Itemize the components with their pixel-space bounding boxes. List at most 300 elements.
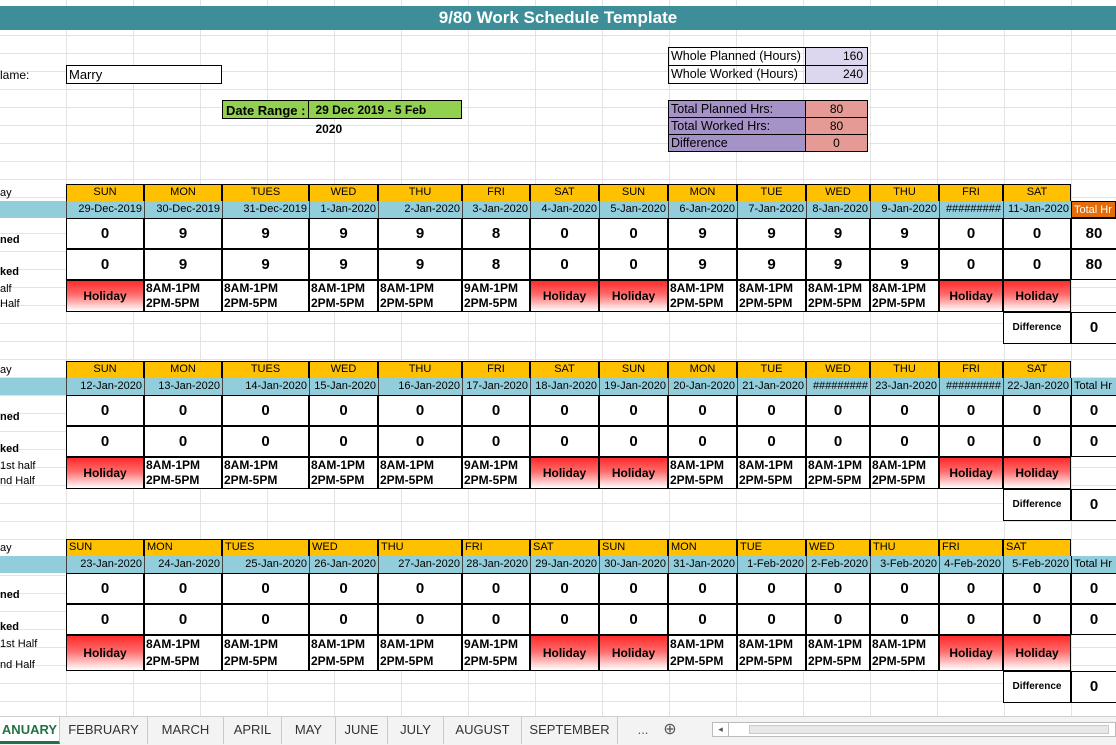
first-half-shift: 8AM-1PM bbox=[224, 637, 279, 651]
whole-worked-value[interactable]: 240 bbox=[806, 65, 868, 84]
day-header-fri: FRI bbox=[462, 539, 530, 556]
planned-hours-cell[interactable]: 0 bbox=[870, 395, 939, 426]
date-cell[interactable]: 6-Jan-2020 bbox=[668, 201, 737, 218]
sheet-tab-february[interactable]: FEBRUARY bbox=[60, 717, 148, 744]
first-half-label: alf bbox=[0, 283, 12, 295]
date-cell[interactable]: 1-Feb-2020 bbox=[737, 556, 806, 573]
planned-hours-cell[interactable]: 0 bbox=[462, 395, 530, 426]
shift-cell[interactable] bbox=[378, 635, 462, 671]
worked-hours-cell[interactable]: 0 bbox=[309, 604, 378, 635]
sheet-tab-march[interactable]: MARCH bbox=[148, 717, 224, 744]
sheet-tab-august[interactable]: AUGUST bbox=[444, 717, 522, 744]
shift-cell[interactable] bbox=[378, 280, 462, 312]
worked-hours-cell[interactable]: 0 bbox=[530, 426, 599, 457]
worked-hours-cell[interactable]: 9 bbox=[668, 249, 737, 280]
first-half-shift: 8AM-1PM bbox=[808, 637, 863, 651]
planned-hours-cell[interactable]: 0 bbox=[222, 395, 309, 426]
planned-hours-cell[interactable]: 0 bbox=[530, 573, 599, 604]
date-cell[interactable]: 29-Dec-2019 bbox=[66, 201, 144, 218]
first-half-shift: 8AM-1PM bbox=[380, 458, 435, 472]
day-header-tue: TUE bbox=[737, 539, 806, 556]
holiday-cell[interactable]: Holiday bbox=[939, 280, 1003, 312]
worked-hours-cell[interactable]: 0 bbox=[530, 604, 599, 635]
worked-hours-cell[interactable]: 0 bbox=[806, 604, 870, 635]
first-half-shift: 8AM-1PM bbox=[872, 458, 927, 472]
day-header-thu: THU bbox=[378, 539, 462, 556]
planned-hours-cell[interactable]: 9 bbox=[668, 218, 737, 249]
day-header-mon: MON bbox=[144, 539, 222, 556]
date-row-strip bbox=[0, 201, 66, 218]
name-field[interactable]: Marry bbox=[66, 65, 222, 84]
worked-hours-cell[interactable]: 0 bbox=[222, 604, 309, 635]
worked-row-label: ked bbox=[0, 621, 19, 633]
first-half-shift: 8AM-1PM bbox=[872, 281, 927, 295]
planned-hours-cell[interactable]: 8 bbox=[462, 218, 530, 249]
first-half-shift: 8AM-1PM bbox=[146, 637, 201, 651]
date-cell[interactable]: 1-Jan-2020 bbox=[309, 201, 378, 218]
date-cell[interactable]: 2-Feb-2020 bbox=[806, 556, 870, 573]
total-worked-cell[interactable]: 0 bbox=[1071, 604, 1116, 635]
sheet-tab-june[interactable]: JUNE bbox=[336, 717, 388, 744]
sheet-tab-september[interactable]: SEPTEMBER bbox=[522, 717, 618, 744]
date-cell[interactable]: 13-Jan-2020 bbox=[144, 378, 222, 395]
second-half-shift: 2PM-5PM bbox=[380, 654, 434, 668]
total-worked-cell[interactable]: 80 bbox=[1071, 249, 1116, 280]
second-half-shift: 2PM-5PM bbox=[146, 654, 200, 668]
day-header-mon: MON bbox=[668, 184, 737, 201]
planned-hours-cell[interactable]: 0 bbox=[309, 395, 378, 426]
planned-hours-cell[interactable]: 0 bbox=[870, 573, 939, 604]
planned-hours-cell[interactable]: 0 bbox=[1003, 395, 1071, 426]
worked-hours-cell[interactable]: 0 bbox=[668, 426, 737, 457]
second-half-shift: 2PM-5PM bbox=[380, 296, 434, 310]
second-half-shift: 2PM-5PM bbox=[808, 296, 862, 310]
date-cell[interactable]: 5-Feb-2020 bbox=[1003, 556, 1071, 573]
worked-hours-cell[interactable]: 0 bbox=[939, 249, 1003, 280]
day-header-sat: SAT bbox=[530, 184, 599, 201]
planned-hours-cell[interactable]: 0 bbox=[737, 395, 806, 426]
difference-value[interactable]: 0 bbox=[806, 134, 868, 152]
planned-hours-cell[interactable]: 0 bbox=[378, 395, 462, 426]
holiday-cell[interactable]: Holiday bbox=[66, 280, 144, 312]
whole-planned-label: Whole Planned (Hours) bbox=[668, 47, 806, 66]
add-sheet-icon[interactable]: ⊕ bbox=[663, 721, 677, 738]
date-cell[interactable]: 30-Dec-2019 bbox=[144, 201, 222, 218]
day-row-label: ay bbox=[0, 542, 12, 554]
worked-hours-cell[interactable]: 0 bbox=[530, 249, 599, 280]
worked-hours-cell[interactable]: 0 bbox=[462, 604, 530, 635]
worked-hours-cell[interactable]: 0 bbox=[870, 604, 939, 635]
date-cell[interactable]: 20-Jan-2020 bbox=[668, 378, 737, 395]
date-cell[interactable]: 3-Jan-2020 bbox=[462, 201, 530, 218]
planned-hours-cell[interactable]: 0 bbox=[939, 218, 1003, 249]
date-cell[interactable]: 30-Jan-2020 bbox=[599, 556, 668, 573]
second-half-shift: 2PM-5PM bbox=[872, 473, 926, 487]
shift-cell[interactable] bbox=[222, 635, 309, 671]
planned-hours-cell[interactable]: 0 bbox=[144, 573, 222, 604]
date-cell[interactable]: 2-Jan-2020 bbox=[378, 201, 462, 218]
worked-hours-cell[interactable]: 0 bbox=[737, 604, 806, 635]
scroll-left-icon[interactable]: ◂ bbox=[713, 723, 729, 736]
totals-summary bbox=[668, 100, 868, 152]
planned-hours-cell[interactable]: 9 bbox=[737, 218, 806, 249]
worked-hours-cell[interactable]: 0 bbox=[939, 426, 1003, 457]
date-cell[interactable]: 28-Jan-2020 bbox=[462, 556, 530, 573]
scroll-thumb[interactable] bbox=[749, 725, 1109, 734]
worked-hours-cell[interactable]: 0 bbox=[870, 426, 939, 457]
worked-hours-cell[interactable]: 9 bbox=[806, 249, 870, 280]
whole-planned-value[interactable]: 160 bbox=[806, 47, 868, 66]
shift-cell[interactable] bbox=[462, 635, 530, 671]
worked-hours-cell[interactable]: 0 bbox=[378, 604, 462, 635]
day-header-tues: TUES bbox=[222, 539, 309, 556]
worked-hours-cell[interactable]: 0 bbox=[462, 426, 530, 457]
shift-cell[interactable] bbox=[222, 457, 309, 489]
second-half-shift: 2PM-5PM bbox=[670, 296, 724, 310]
first-half-shift: 9AM-1PM bbox=[464, 458, 519, 472]
date-cell[interactable]: 23-Jan-2020 bbox=[870, 378, 939, 395]
day-header-thu: THU bbox=[870, 184, 939, 201]
sheet-tab-april[interactable]: APRIL bbox=[224, 717, 282, 744]
date-cell[interactable]: 18-Jan-2020 bbox=[530, 378, 599, 395]
date-cell[interactable]: ######### bbox=[806, 378, 870, 395]
shift-cell[interactable] bbox=[806, 635, 870, 671]
day-header-wed: WED bbox=[806, 539, 870, 556]
day-header-tue: TUE bbox=[737, 184, 806, 201]
second-half-shift: 2PM-5PM bbox=[739, 473, 793, 487]
shift-cell[interactable] bbox=[378, 457, 462, 489]
holiday-cell[interactable]: Holiday bbox=[1003, 635, 1071, 671]
date-cell[interactable]: 16-Jan-2020 bbox=[378, 378, 462, 395]
first-half-shift: 8AM-1PM bbox=[380, 281, 435, 295]
worked-hours-cell[interactable]: 9 bbox=[378, 249, 462, 280]
sheet-tab-may[interactable]: MAY bbox=[282, 717, 336, 744]
day-header-tues: TUES bbox=[222, 184, 309, 201]
date-cell[interactable]: 23-Jan-2020 bbox=[66, 556, 144, 573]
first-half-shift: 8AM-1PM bbox=[224, 458, 279, 472]
worked-hours-cell[interactable]: 0 bbox=[599, 604, 668, 635]
worked-hours-cell[interactable]: 9 bbox=[222, 249, 309, 280]
total-hours-header: Total Hr bbox=[1071, 378, 1116, 395]
planned-hours-cell[interactable]: 0 bbox=[66, 573, 144, 604]
planned-hours-cell[interactable]: 0 bbox=[462, 573, 530, 604]
holiday-cell[interactable]: Holiday bbox=[530, 457, 599, 489]
date-cell[interactable]: 15-Jan-2020 bbox=[309, 378, 378, 395]
holiday-cell[interactable]: Holiday bbox=[599, 457, 668, 489]
holiday-cell[interactable]: Holiday bbox=[66, 635, 144, 671]
date-cell[interactable]: 19-Jan-2020 bbox=[599, 378, 668, 395]
total-planned-value[interactable]: 80 bbox=[806, 100, 868, 118]
planned-hours-cell[interactable]: 0 bbox=[599, 218, 668, 249]
day-header-mon: MON bbox=[144, 184, 222, 201]
sheet-tab-anuary[interactable]: ANUARY bbox=[0, 717, 60, 744]
date-cell[interactable]: 31-Dec-2019 bbox=[222, 201, 309, 218]
holiday-cell[interactable]: Holiday bbox=[530, 635, 599, 671]
second-half-shift: 2PM-5PM bbox=[670, 654, 724, 668]
day-header-wed: WED bbox=[806, 361, 870, 378]
whole-summary bbox=[668, 47, 868, 84]
day-header-wed: WED bbox=[309, 539, 378, 556]
day-header-mon: MON bbox=[668, 361, 737, 378]
first-half-shift: 8AM-1PM bbox=[739, 281, 794, 295]
worked-hours-cell[interactable]: 0 bbox=[66, 604, 144, 635]
worked-row-label: ked bbox=[0, 266, 19, 278]
day-row-label: ay bbox=[0, 187, 12, 199]
worked-hours-cell[interactable]: 0 bbox=[737, 426, 806, 457]
day-header-fri: FRI bbox=[939, 539, 1003, 556]
date-cell[interactable]: 26-Jan-2020 bbox=[309, 556, 378, 573]
date-cell[interactable]: 4-Jan-2020 bbox=[530, 201, 599, 218]
worked-hours-cell[interactable]: 0 bbox=[939, 604, 1003, 635]
day-header-wed: WED bbox=[309, 184, 378, 201]
planned-hours-cell[interactable]: 0 bbox=[806, 573, 870, 604]
total-worked-value[interactable]: 80 bbox=[806, 117, 868, 135]
day-header-thu: THU bbox=[378, 361, 462, 378]
worked-hours-cell[interactable]: 0 bbox=[806, 426, 870, 457]
holiday-cell[interactable]: Holiday bbox=[66, 457, 144, 489]
first-half-label: 1st half bbox=[0, 460, 36, 472]
shift-cell[interactable] bbox=[309, 635, 378, 671]
worked-hours-cell[interactable]: 9 bbox=[144, 249, 222, 280]
shift-cell[interactable] bbox=[222, 280, 309, 312]
day-header-sun: SUN bbox=[599, 539, 668, 556]
worked-hours-cell[interactable]: 9 bbox=[737, 249, 806, 280]
date-cell[interactable]: 24-Jan-2020 bbox=[144, 556, 222, 573]
date-cell[interactable]: 3-Feb-2020 bbox=[870, 556, 939, 573]
holiday-cell[interactable]: Holiday bbox=[939, 635, 1003, 671]
planned-hours-cell[interactable]: 0 bbox=[806, 395, 870, 426]
more-tabs-button[interactable]: ... bbox=[637, 722, 649, 737]
date-range bbox=[222, 100, 462, 136]
shift-cell[interactable] bbox=[668, 280, 737, 312]
planned-hours-cell[interactable]: 9 bbox=[309, 218, 378, 249]
first-half-shift: 8AM-1PM bbox=[224, 281, 279, 295]
worked-hours-cell[interactable]: 0 bbox=[144, 604, 222, 635]
planned-hours-cell[interactable]: 9 bbox=[806, 218, 870, 249]
total-planned-label: Total Planned Hrs: bbox=[668, 100, 806, 118]
date-range-label: Date Range : bbox=[222, 100, 309, 119]
date-row-strip bbox=[0, 378, 66, 395]
shift-cell[interactable] bbox=[870, 457, 939, 489]
shift-cell[interactable] bbox=[668, 457, 737, 489]
horizontal-scrollbar[interactable] bbox=[712, 722, 1116, 737]
date-cell[interactable]: 22-Jan-2020 bbox=[1003, 378, 1071, 395]
day-header-sat: SAT bbox=[530, 361, 599, 378]
holiday-cell[interactable]: Holiday bbox=[530, 280, 599, 312]
worked-hours-cell[interactable]: 9 bbox=[870, 249, 939, 280]
planned-hours-cell[interactable]: 0 bbox=[939, 395, 1003, 426]
second-half-shift: 2PM-5PM bbox=[224, 296, 278, 310]
date-cell[interactable]: 8-Jan-2020 bbox=[806, 201, 870, 218]
date-cell[interactable]: ######### bbox=[939, 378, 1003, 395]
difference-value[interactable]: 0 bbox=[1071, 489, 1116, 521]
shift-cell[interactable] bbox=[870, 280, 939, 312]
day-header-tues: TUES bbox=[222, 361, 309, 378]
planned-hours-cell[interactable]: 0 bbox=[599, 573, 668, 604]
date-cell[interactable]: 5-Jan-2020 bbox=[599, 201, 668, 218]
planned-hours-cell[interactable]: 0 bbox=[530, 395, 599, 426]
planned-row-label: ned bbox=[0, 234, 20, 246]
planned-hours-cell[interactable]: 9 bbox=[378, 218, 462, 249]
shift-cell[interactable] bbox=[737, 457, 806, 489]
total-hours-header: Total Hr bbox=[1071, 556, 1116, 573]
shift-cell[interactable] bbox=[668, 635, 737, 671]
day-header-sun: SUN bbox=[66, 184, 144, 201]
first-half-shift: 8AM-1PM bbox=[670, 281, 725, 295]
day-header-fri: FRI bbox=[462, 361, 530, 378]
planned-hours-cell[interactable]: 0 bbox=[144, 395, 222, 426]
second-half-shift: 2PM-5PM bbox=[872, 654, 926, 668]
date-cell[interactable]: 25-Jan-2020 bbox=[222, 556, 309, 573]
planned-hours-cell[interactable]: 0 bbox=[599, 395, 668, 426]
worked-hours-cell[interactable]: 0 bbox=[222, 426, 309, 457]
total-planned-cell[interactable]: 0 bbox=[1071, 395, 1116, 426]
planned-hours-cell[interactable]: 0 bbox=[378, 573, 462, 604]
first-half-shift: 8AM-1PM bbox=[311, 458, 366, 472]
worked-hours-cell[interactable]: 0 bbox=[668, 604, 737, 635]
total-planned-cell[interactable]: 80 bbox=[1071, 218, 1116, 249]
difference-label: Difference bbox=[668, 134, 806, 152]
second-half-shift: 2PM-5PM bbox=[464, 654, 518, 668]
day-header-fri: FRI bbox=[462, 184, 530, 201]
planned-hours-cell[interactable]: 0 bbox=[1003, 573, 1071, 604]
date-cell[interactable]: 27-Jan-2020 bbox=[378, 556, 462, 573]
second-half-shift: 2PM-5PM bbox=[224, 473, 278, 487]
holiday-cell[interactable]: Holiday bbox=[939, 457, 1003, 489]
planned-hours-cell[interactable]: 0 bbox=[66, 395, 144, 426]
first-half-shift: 8AM-1PM bbox=[146, 458, 201, 472]
total-planned-cell[interactable]: 0 bbox=[1071, 573, 1116, 604]
day-header-fri: FRI bbox=[939, 361, 1003, 378]
shift-cell[interactable] bbox=[806, 457, 870, 489]
worked-hours-cell[interactable]: 0 bbox=[144, 426, 222, 457]
planned-hours-cell[interactable]: 0 bbox=[530, 218, 599, 249]
planned-hours-cell[interactable]: 0 bbox=[1003, 218, 1071, 249]
planned-hours-cell[interactable]: 0 bbox=[939, 573, 1003, 604]
first-half-shift: 9AM-1PM bbox=[464, 637, 519, 651]
second-half-shift: 2PM-5PM bbox=[311, 654, 365, 668]
planned-hours-cell[interactable]: 9 bbox=[144, 218, 222, 249]
day-header-tue: TUE bbox=[737, 361, 806, 378]
day-header-sun: SUN bbox=[599, 361, 668, 378]
difference-label: Difference bbox=[1003, 489, 1071, 521]
shift-cell[interactable] bbox=[144, 635, 222, 671]
planned-hours-cell[interactable]: 9 bbox=[870, 218, 939, 249]
shift-cell[interactable] bbox=[806, 280, 870, 312]
date-cell[interactable]: 31-Jan-2020 bbox=[668, 556, 737, 573]
date-cell[interactable]: 14-Jan-2020 bbox=[222, 378, 309, 395]
worked-hours-cell[interactable]: 0 bbox=[378, 426, 462, 457]
date-range-value[interactable]: 29 Dec 2019 - 5 Feb 2020 bbox=[309, 100, 462, 119]
planned-row-label: ned bbox=[0, 411, 20, 423]
shift-cell[interactable] bbox=[309, 457, 378, 489]
shift-cell[interactable] bbox=[462, 457, 530, 489]
worked-hours-cell[interactable]: 8 bbox=[462, 249, 530, 280]
planned-hours-cell[interactable]: 0 bbox=[668, 395, 737, 426]
shift-cell[interactable] bbox=[870, 635, 939, 671]
first-half-shift: 8AM-1PM bbox=[808, 458, 863, 472]
difference-value[interactable]: 0 bbox=[1071, 671, 1116, 703]
worked-hours-cell[interactable]: 9 bbox=[309, 249, 378, 280]
shift-cell[interactable] bbox=[144, 457, 222, 489]
total-hours-header: Total Hr bbox=[1071, 201, 1116, 218]
day-header-thu: THU bbox=[870, 539, 939, 556]
worked-hours-cell[interactable]: 0 bbox=[309, 426, 378, 457]
worked-hours-cell[interactable]: 0 bbox=[1003, 426, 1071, 457]
whole-worked-label: Whole Worked (Hours) bbox=[668, 65, 806, 84]
date-cell[interactable]: 29-Jan-2020 bbox=[530, 556, 599, 573]
day-header-wed: WED bbox=[806, 184, 870, 201]
date-cell[interactable]: 21-Jan-2020 bbox=[737, 378, 806, 395]
day-header-mon: MON bbox=[668, 539, 737, 556]
total-worked-cell[interactable]: 0 bbox=[1071, 426, 1116, 457]
worked-hours-cell[interactable]: 0 bbox=[1003, 604, 1071, 635]
first-half-label: 1st Half bbox=[0, 638, 38, 650]
holiday-cell[interactable]: Holiday bbox=[1003, 457, 1071, 489]
holiday-cell[interactable]: Holiday bbox=[1003, 280, 1071, 312]
date-cell[interactable]: 7-Jan-2020 bbox=[737, 201, 806, 218]
day-header-sun: SUN bbox=[599, 184, 668, 201]
second-half-shift: 2PM-5PM bbox=[311, 473, 365, 487]
date-cell[interactable]: 12-Jan-2020 bbox=[66, 378, 144, 395]
second-half-shift: 2PM-5PM bbox=[146, 296, 200, 310]
day-header-sat: SAT bbox=[530, 539, 599, 556]
name-label: lame: bbox=[0, 68, 30, 82]
planned-hours-cell[interactable]: 0 bbox=[668, 573, 737, 604]
planned-hours-cell[interactable]: 0 bbox=[66, 218, 144, 249]
shift-cell[interactable] bbox=[737, 280, 806, 312]
day-header-sat: SAT bbox=[1003, 539, 1071, 556]
day-header-mon: MON bbox=[144, 361, 222, 378]
difference-value[interactable]: 0 bbox=[1071, 312, 1116, 344]
difference-label: Difference bbox=[1003, 312, 1071, 344]
holiday-cell[interactable]: Holiday bbox=[599, 635, 668, 671]
first-half-shift: 8AM-1PM bbox=[670, 458, 725, 472]
planned-row-label: ned bbox=[0, 589, 20, 601]
date-cell[interactable]: 9-Jan-2020 bbox=[870, 201, 939, 218]
holiday-cell[interactable]: Holiday bbox=[599, 280, 668, 312]
date-cell[interactable]: ######### bbox=[939, 201, 1003, 218]
second-half-shift: 2PM-5PM bbox=[464, 473, 518, 487]
planned-hours-cell[interactable]: 0 bbox=[222, 573, 309, 604]
worked-hours-cell[interactable]: 0 bbox=[66, 249, 144, 280]
sheet-tab-july[interactable]: JULY bbox=[388, 717, 444, 744]
date-cell[interactable]: 17-Jan-2020 bbox=[462, 378, 530, 395]
shift-cell[interactable] bbox=[737, 635, 806, 671]
first-half-shift: 8AM-1PM bbox=[146, 281, 201, 295]
second-half-shift: 2PM-5PM bbox=[739, 654, 793, 668]
day-header-wed: WED bbox=[309, 361, 378, 378]
second-half-label: nd Half bbox=[0, 475, 35, 487]
planned-hours-cell[interactable]: 0 bbox=[309, 573, 378, 604]
second-half-shift: 2PM-5PM bbox=[808, 654, 862, 668]
worked-hours-cell[interactable]: 0 bbox=[599, 249, 668, 280]
date-cell[interactable]: 11-Jan-2020 bbox=[1003, 201, 1071, 218]
second-half-shift: 2PM-5PM bbox=[380, 473, 434, 487]
first-half-shift: 9AM-1PM bbox=[464, 281, 519, 295]
shift-cell[interactable] bbox=[309, 280, 378, 312]
shift-cell[interactable] bbox=[462, 280, 530, 312]
planned-hours-cell[interactable]: 9 bbox=[222, 218, 309, 249]
day-header-fri: FRI bbox=[939, 184, 1003, 201]
second-half-label: nd Half bbox=[0, 659, 35, 671]
worked-hours-cell[interactable]: 0 bbox=[66, 426, 144, 457]
shift-cell[interactable] bbox=[144, 280, 222, 312]
planned-hours-cell[interactable]: 0 bbox=[737, 573, 806, 604]
worked-hours-cell[interactable]: 0 bbox=[599, 426, 668, 457]
date-cell[interactable]: 4-Feb-2020 bbox=[939, 556, 1003, 573]
worked-hours-cell[interactable]: 0 bbox=[1003, 249, 1071, 280]
